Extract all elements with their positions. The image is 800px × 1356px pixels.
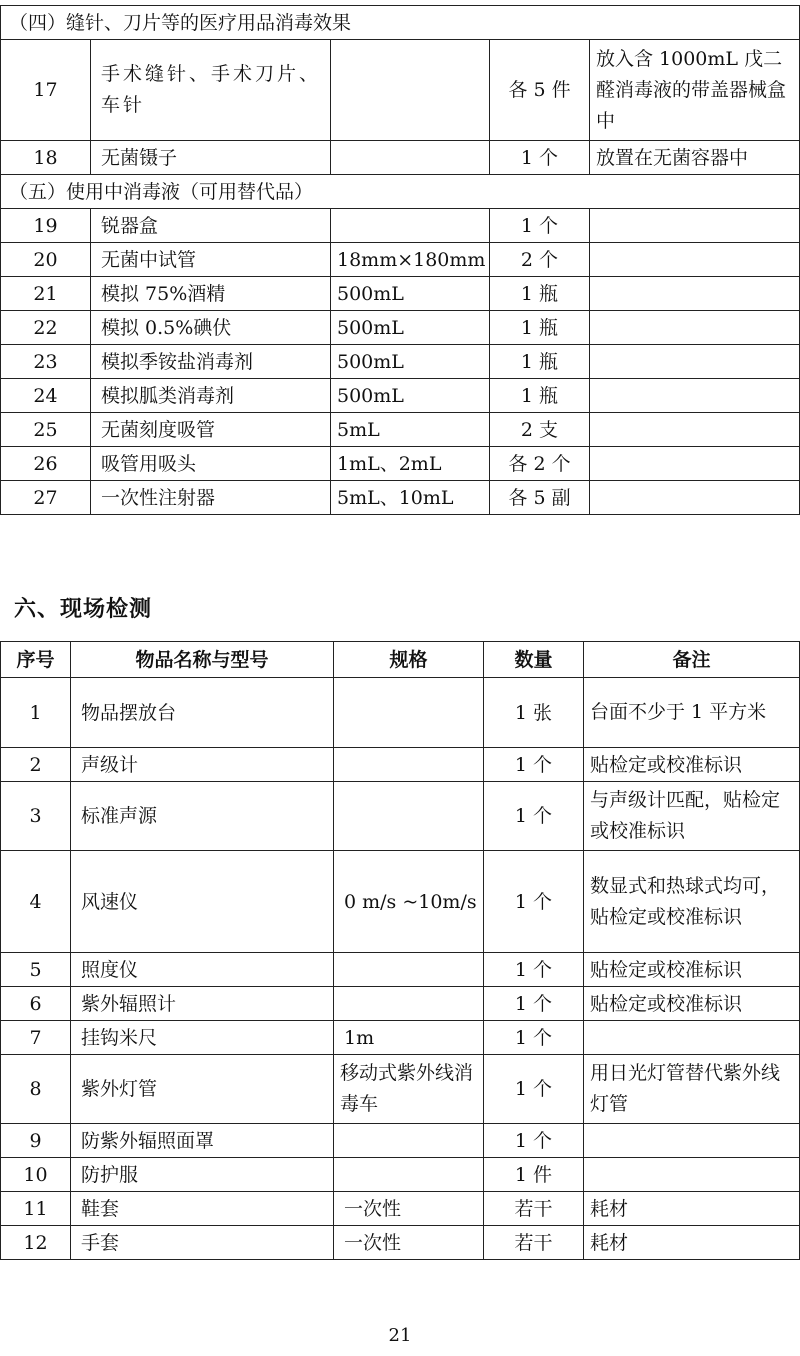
item-spec: 1mL、2mL	[331, 447, 490, 481]
item-name: 吸管用吸头	[91, 447, 331, 481]
table-row	[1, 1158, 800, 1192]
item-note	[590, 243, 800, 277]
table-row	[1, 243, 800, 277]
row-number: 27	[1, 481, 91, 515]
item-quantity: 若干	[484, 1226, 584, 1260]
row-number: 3	[1, 782, 71, 851]
item-note	[590, 209, 800, 243]
item-spec	[334, 987, 484, 1021]
table-row	[1, 1021, 800, 1055]
item-name: 风速仪	[71, 851, 334, 953]
item-spec: 5mL	[331, 413, 490, 447]
row-number: 11	[1, 1192, 71, 1226]
table-row	[1, 953, 800, 987]
item-quantity: 1 个	[490, 141, 590, 175]
item-note	[590, 345, 800, 379]
item-quantity: 1 个	[484, 851, 584, 953]
table-row	[1, 851, 800, 953]
item-quantity: 各 5 副	[490, 481, 590, 515]
item-note: 与声级计匹配，贴检定或校准标识	[584, 782, 800, 851]
table-row	[1, 1226, 800, 1260]
row-number: 19	[1, 209, 91, 243]
item-name: 防紫外辐照面罩	[71, 1124, 334, 1158]
item-spec	[334, 678, 484, 748]
table-row	[1, 311, 800, 345]
table-row	[1, 277, 800, 311]
table-row	[1, 379, 800, 413]
item-quantity: 1 个	[484, 748, 584, 782]
item-quantity: 1 个	[484, 782, 584, 851]
item-spec: 1m	[334, 1021, 484, 1055]
item-spec: 移动式紫外线消毒车	[334, 1055, 484, 1124]
table-row	[1, 1192, 800, 1226]
row-number: 8	[1, 1055, 71, 1124]
item-spec: 一次性	[334, 1192, 484, 1226]
item-quantity: 1 瓶	[490, 277, 590, 311]
section-row	[1, 175, 800, 209]
page-number: 21	[388, 1325, 412, 1346]
row-number: 12	[1, 1226, 71, 1260]
table-row	[1, 678, 800, 748]
section-title-five: （五）使用中消毒液（可用替代品）	[1, 175, 800, 209]
item-spec	[334, 953, 484, 987]
item-spec	[334, 1124, 484, 1158]
item-note	[590, 481, 800, 515]
item-quantity: 1 瓶	[490, 311, 590, 345]
item-quantity: 1 张	[484, 678, 584, 748]
item-spec: 0 m/s ~10m/s	[334, 851, 484, 953]
item-quantity: 若干	[484, 1192, 584, 1226]
table-row	[1, 481, 800, 515]
item-note: 贴检定或校准标识	[584, 748, 800, 782]
item-name: 照度仪	[71, 953, 334, 987]
item-name: 手套	[71, 1226, 334, 1260]
item-quantity: 1 个	[484, 1021, 584, 1055]
section-title-four: （四）缝针、刀片等的医疗用品消毒效果	[1, 6, 800, 40]
item-name: 无菌中试管	[91, 243, 331, 277]
item-spec	[334, 748, 484, 782]
table-row	[1, 782, 800, 851]
item-quantity: 1 件	[484, 1158, 584, 1192]
row-number: 5	[1, 953, 71, 987]
table-row	[1, 1124, 800, 1158]
item-name: 模拟 0.5%碘伏	[91, 311, 331, 345]
item-name: 一次性注射器	[91, 481, 331, 515]
item-quantity: 1 个	[490, 209, 590, 243]
table-row	[1, 987, 800, 1021]
item-note: 用日光灯管替代紫外线灯管	[584, 1055, 800, 1124]
item-quantity: 2 支	[490, 413, 590, 447]
item-quantity: 1 个	[484, 1124, 584, 1158]
item-spec: 500mL	[331, 379, 490, 413]
table-row	[1, 413, 800, 447]
item-note: 耗材	[584, 1226, 800, 1260]
item-quantity: 1 个	[484, 953, 584, 987]
item-name: 手术缝针、手术刀片、车针	[91, 40, 331, 141]
table-row	[1, 40, 800, 141]
header-note: 备注	[584, 642, 800, 678]
row-number: 20	[1, 243, 91, 277]
item-name: 无菌刻度吸管	[91, 413, 331, 447]
item-name: 模拟 75%酒精	[91, 277, 331, 311]
item-note: 台面不少于 1 平方米	[584, 678, 800, 748]
row-number: 7	[1, 1021, 71, 1055]
header-spec: 规格	[334, 642, 484, 678]
header-item-name: 物品名称与型号	[71, 642, 334, 678]
item-spec	[331, 40, 490, 141]
item-quantity: 1 个	[484, 987, 584, 1021]
row-number: 21	[1, 277, 91, 311]
row-number: 26	[1, 447, 91, 481]
item-note: 放置在无菌容器中	[590, 141, 800, 175]
item-spec: 18mm×180mm	[331, 243, 490, 277]
item-note: 放入含 1000mL 戊二醛消毒液的带盖器械盒中	[590, 40, 800, 141]
row-number: 23	[1, 345, 91, 379]
item-spec: 5mL、10mL	[331, 481, 490, 515]
row-number: 10	[1, 1158, 71, 1192]
row-number: 4	[1, 851, 71, 953]
table-row	[1, 141, 800, 175]
item-name: 模拟胍类消毒剂	[91, 379, 331, 413]
item-note	[590, 379, 800, 413]
item-note	[590, 311, 800, 345]
item-name: 锐器盒	[91, 209, 331, 243]
item-name: 紫外辐照计	[71, 987, 334, 1021]
row-number: 2	[1, 748, 71, 782]
item-note	[590, 413, 800, 447]
item-spec: 500mL	[331, 311, 490, 345]
item-note: 贴检定或校准标识	[584, 987, 800, 1021]
item-spec: 500mL	[331, 277, 490, 311]
section-heading: 六、现场检测	[14, 597, 153, 622]
item-spec: 500mL	[331, 345, 490, 379]
table-row	[1, 447, 800, 481]
item-quantity: 1 瓶	[490, 345, 590, 379]
row-number: 18	[1, 141, 91, 175]
table-header-row	[1, 642, 800, 678]
item-name: 声级计	[71, 748, 334, 782]
table-row	[1, 345, 800, 379]
row-number: 1	[1, 678, 71, 748]
item-name: 防护服	[71, 1158, 334, 1192]
item-quantity: 2 个	[490, 243, 590, 277]
item-name: 无菌镊子	[91, 141, 331, 175]
row-number: 6	[1, 987, 71, 1021]
item-spec: 一次性	[334, 1226, 484, 1260]
item-name: 物品摆放台	[71, 678, 334, 748]
onsite-testing-table	[0, 641, 800, 1260]
item-note: 数显式和热球式均可，贴检定或校准标识	[584, 851, 800, 953]
item-quantity: 各 2 个	[490, 447, 590, 481]
header-number: 序号	[1, 642, 71, 678]
table-row	[1, 1055, 800, 1124]
item-note	[584, 1124, 800, 1158]
item-spec	[331, 209, 490, 243]
row-number: 24	[1, 379, 91, 413]
item-name: 鞋套	[71, 1192, 334, 1226]
item-name: 紫外灯管	[71, 1055, 334, 1124]
row-number: 17	[1, 40, 91, 141]
item-quantity: 1 瓶	[490, 379, 590, 413]
item-note	[590, 447, 800, 481]
item-note: 耗材	[584, 1192, 800, 1226]
item-quantity: 1 个	[484, 1055, 584, 1124]
item-spec	[334, 1158, 484, 1192]
item-note	[584, 1158, 800, 1192]
row-number: 25	[1, 413, 91, 447]
table-row	[1, 748, 800, 782]
item-note	[584, 1021, 800, 1055]
section-row	[1, 6, 800, 40]
item-name: 挂钩米尺	[71, 1021, 334, 1055]
item-quantity: 各 5 件	[490, 40, 590, 141]
item-spec	[334, 782, 484, 851]
supplies-table-continued	[0, 5, 800, 515]
item-note: 贴检定或校准标识	[584, 953, 800, 987]
table-row	[1, 209, 800, 243]
item-name: 标准声源	[71, 782, 334, 851]
item-spec	[331, 141, 490, 175]
header-quantity: 数量	[484, 642, 584, 678]
row-number: 22	[1, 311, 91, 345]
item-note	[590, 277, 800, 311]
row-number: 9	[1, 1124, 71, 1158]
item-name: 模拟季铵盐消毒剂	[91, 345, 331, 379]
